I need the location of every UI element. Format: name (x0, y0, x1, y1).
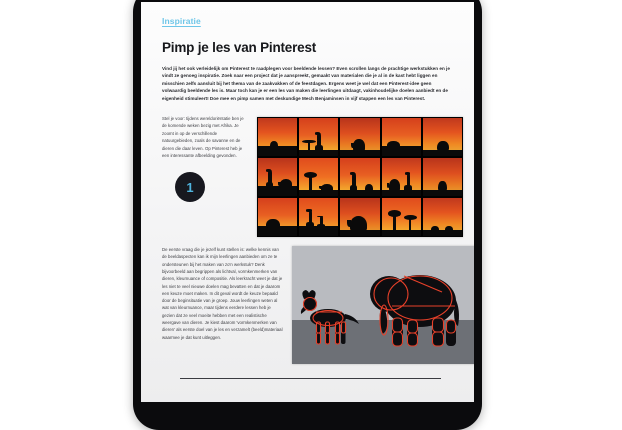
step-one-left-column (162, 115, 248, 202)
tablet-device-frame (133, 0, 482, 430)
breadcrumb-inspiratie[interactable]: Inspiratie (162, 16, 201, 26)
footer-divider (180, 378, 441, 379)
step-one-body-section (162, 246, 456, 364)
page-title: Pimp je les van Pinterest (162, 40, 317, 55)
silhouette-grid-image-container (257, 115, 463, 237)
tablet-screen (141, 2, 474, 402)
step-one-body-text: De eerste vraag die je jezelf kunt stellen is: welke kennis van de beeldaspecten kan ik mijn leerlingen aanbieden om ze te ondersteunen bij het maken van zo'n werkstuk? Denk bijvoorbeeld aan begrippen als lichtval, vormkenmerken van dieren, kleurnuance of compositie. Als leerkracht weet je dat je les niet te veel nieuwe doelen mag bevatten en dat je daarom een keuze moet maken. In dit geval wordt de keuze bepaald door de beginsituatie van je groep. Jouw leerlingen weten al wat van kleurnuance, maar tijdens eerdere lessen heb je gezien dat ze veel moeite hebben met een realistische weergave van dieren. Je kiest daarom 'vormkenmerken van dieren' als eerste doel van je les en verzamelt (beeld)materiaal waarmee je dat kunt uitleggen. (162, 247, 283, 340)
step-number-badge: 1 (175, 172, 205, 202)
step-one-lead-text: Stel je voor: tijdens wereldoriëntatie ben je de komende weken bezig met Afrika. Je zoomt in op de verschillende natuurgebieden, zoals de savanne en de dieren die daar leven. Op Pinterest heb je een interessante afbeelding gevonden. (162, 116, 244, 158)
step-one-section (162, 115, 456, 237)
shape-analysis-image-container (292, 246, 474, 364)
intro-paragraph: Vind jij het ook verleidelijk om Pinterest te raadplegen voor beeldende lessen? Even scrollen langs de prachtige werkstukken en je vindt ze genoeg inspiratie. Zoek naar een project dat je aanspreekt, gemaakt van materialen die je al in de kast hebt liggen en misschien zelfs aansluit bij het thema van de zaakvakken of de feestdagen. Ergens weet je wel dat een Pinterest-idee geen volwaardig beeldende les is. Maar toch kan je er een les van maken die leerlingen uitdaagt, vakinhoudelijke doelen aanbiedt en de eigenheid stimuleert! Doe mee en pimp samen met deskundige Mech Benjaminsen in vijf stappen een les van Pinterest. (162, 65, 450, 101)
article-page (141, 2, 474, 402)
silhouette-grid-artwork-image (257, 117, 463, 237)
shape-analysis-artwork-image (292, 246, 474, 364)
